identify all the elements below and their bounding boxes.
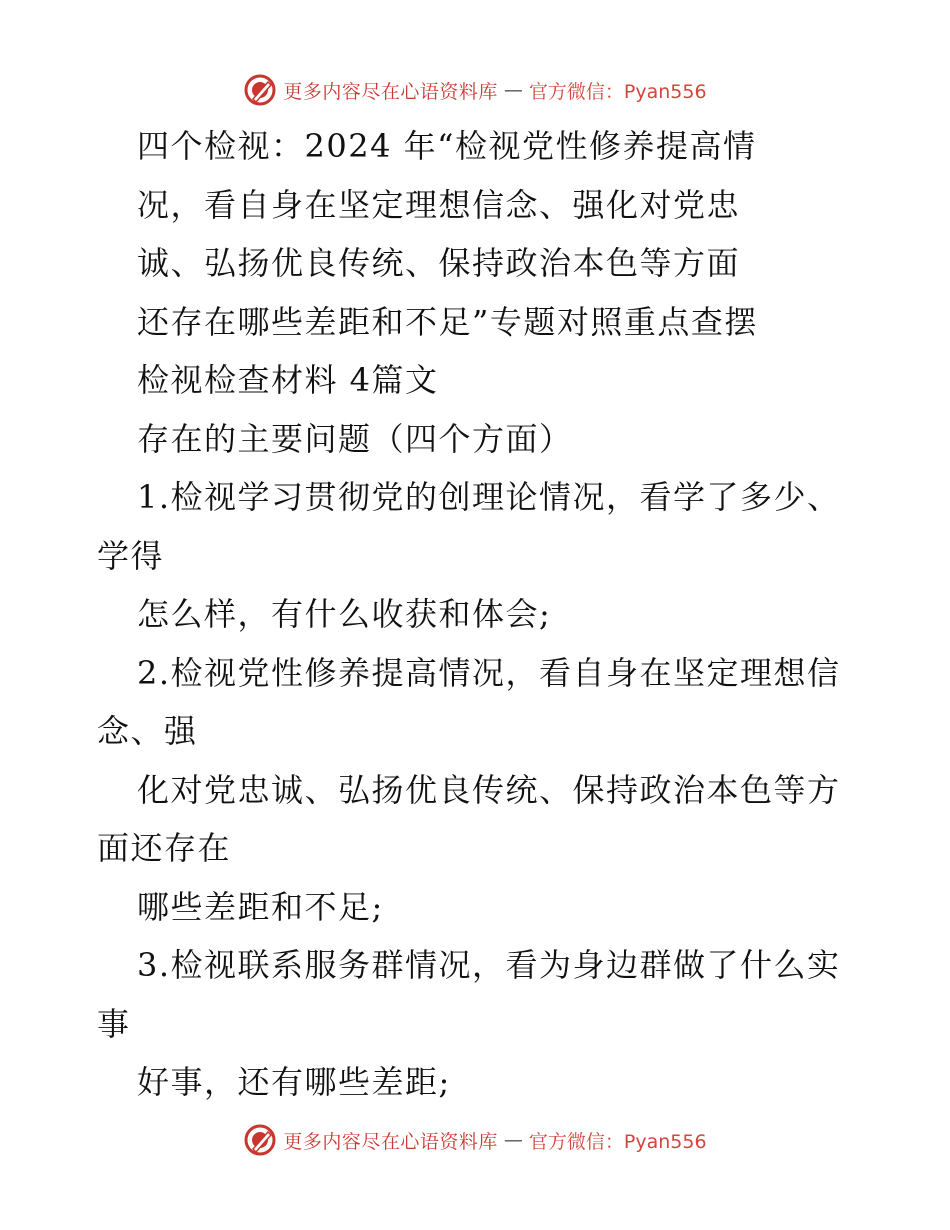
watermark-brand: 更多内容尽在心语资料库 bbox=[283, 80, 498, 103]
item-2-line-5: 哪些差距和不足; bbox=[137, 887, 384, 926]
item-3-line-2: 事 bbox=[97, 1004, 131, 1043]
header-watermark bbox=[0, 70, 950, 110]
watermark-brand: 更多内容尽在心语资料库 bbox=[283, 1130, 498, 1153]
item-3-line-1: 3.检视联系服务群情况，看为身边群做了什么实 bbox=[137, 946, 841, 984]
title-line-1: 四个检视：2024 年“检视党性修养提高情 bbox=[137, 127, 757, 165]
item-1-line-2: 学得 bbox=[97, 536, 165, 575]
watermark-separator: — bbox=[503, 79, 523, 101]
pen-nib-logo-icon bbox=[243, 1123, 277, 1157]
pen-nib-logo-icon bbox=[243, 73, 277, 107]
item-2-line-2: 念、强 bbox=[97, 712, 198, 750]
footer-watermark bbox=[0, 1120, 950, 1160]
watermark-separator: — bbox=[503, 1129, 523, 1151]
title-line-2: 况，看自身在坚定理想信念、强化对党忠 bbox=[137, 185, 741, 224]
watermark-contact: 官方微信：Pyan556 bbox=[528, 80, 707, 103]
item-3-line-3: 好事，还有哪些差距; bbox=[137, 1063, 451, 1101]
item-2-line-1: 2.检视党性修养提高情况，看自身在坚定理想信 bbox=[137, 653, 841, 692]
document-body bbox=[97, 117, 857, 1112]
title-line-5: 检视检查材料 4篇文 bbox=[137, 361, 439, 399]
item-1-line-3: 怎么样，有什么收获和体会; bbox=[137, 595, 552, 633]
title-line-4: 还存在哪些差距和不足”专题对照重点查摆 bbox=[137, 302, 758, 341]
item-2-line-4: 面还存在 bbox=[97, 829, 232, 867]
watermark-contact: 官方微信：Pyan556 bbox=[528, 1130, 707, 1153]
item-1-line-1: 1.检视学习贯彻党的创理论情况，看学了多少、 bbox=[137, 478, 841, 516]
section-heading: 存在的主要问题（四个方面） bbox=[137, 419, 573, 458]
title-line-3: 诚、弘扬优良传统、保持政治本色等方面 bbox=[137, 244, 741, 282]
item-2-line-3: 化对党忠诚、弘扬优良传统、保持政治本色等方 bbox=[137, 770, 841, 809]
